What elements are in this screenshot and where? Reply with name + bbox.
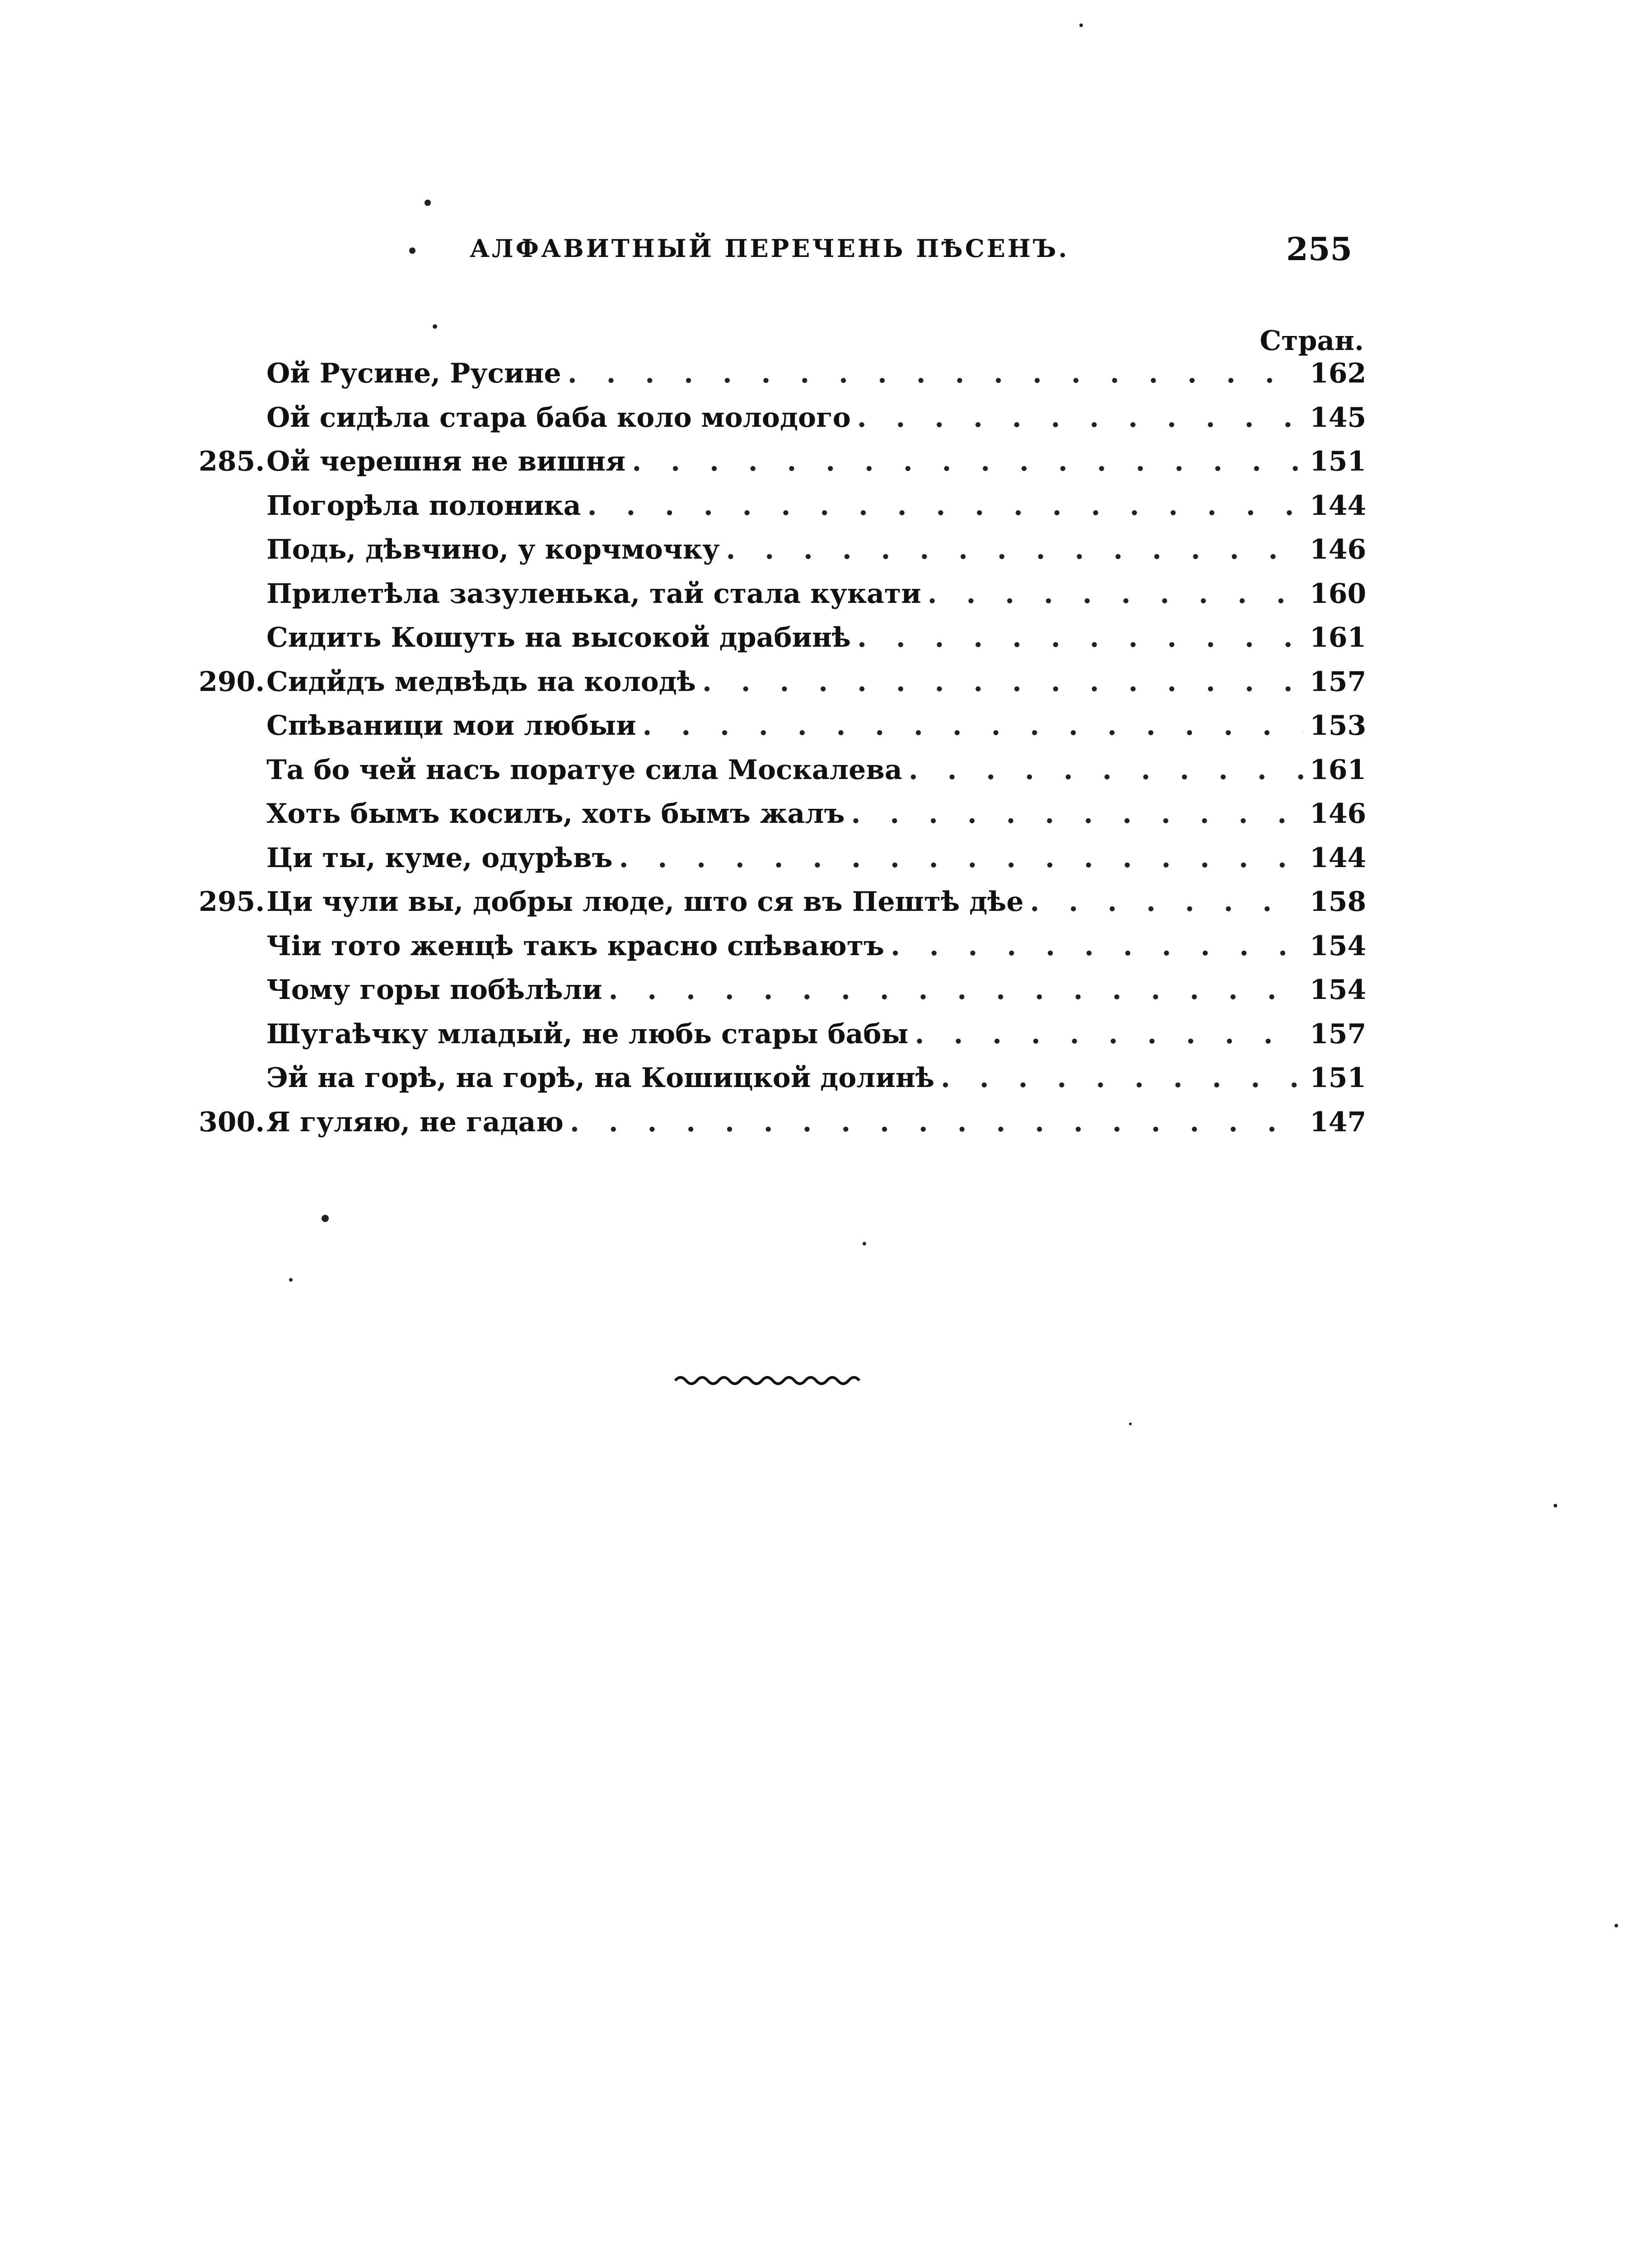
entry-number: 300. [199, 1106, 265, 1138]
dot-leader [619, 842, 1303, 874]
entry-title: Ой Русине, Русине [266, 358, 561, 389]
entry-page: 151 [1310, 446, 1367, 477]
entry-title: Прилетѣла зазуленька, тай стала кукати [266, 578, 921, 610]
entry-page: 153 [1310, 710, 1367, 742]
entry-title: Эй на горѣ, на горѣ, на Кошицкой долинѣ [266, 1062, 935, 1094]
entry-page: 151 [1310, 1062, 1367, 1094]
entry-title: Ой сидѣла стара баба коло молодого [266, 401, 851, 434]
entry-page: 160 [1310, 578, 1367, 610]
entry-page: 144 [1310, 490, 1367, 522]
index-entry [199, 490, 1367, 534]
dot-leader [1030, 886, 1303, 918]
dot-leader [928, 578, 1303, 610]
page-header [0, 230, 1652, 275]
entry-title: Чiи тото женцѣ такъ красно спѣваютъ [266, 930, 885, 962]
entry-title: Ци ты, куме, одурѣвъ [266, 842, 613, 874]
entry-page: 162 [1310, 358, 1367, 389]
index-entry [199, 358, 1367, 402]
entry-title: Сидйдъ медвѣдь на колодѣ [266, 666, 696, 698]
entry-page: 146 [1310, 798, 1367, 830]
index-entry [199, 622, 1367, 666]
print-speck [289, 1278, 293, 1282]
entry-page: 154 [1310, 930, 1367, 962]
entry-number: 290. [199, 666, 265, 698]
index-entry [199, 754, 1367, 798]
running-title: АЛФАВИТНЫЙ ПЕРЕЧЕНЬ ПѢСЕНЪ. [470, 234, 1069, 263]
page-column-heading: Стран. [1260, 325, 1364, 357]
index-entry [199, 974, 1367, 1018]
dot-leader [632, 446, 1303, 477]
print-speck [433, 324, 437, 329]
entry-title: Шугаѣчку младый, не любь стары бабы [266, 1018, 909, 1050]
entry-page: 147 [1310, 1106, 1367, 1138]
index-entry [199, 1062, 1367, 1106]
entry-title: Спѣваници мои любыи [266, 710, 636, 742]
index-entry [199, 886, 1367, 930]
index-entry [199, 710, 1367, 754]
print-speck [1554, 1504, 1557, 1507]
dot-leader [570, 1106, 1303, 1138]
entry-page: 161 [1310, 754, 1367, 786]
entry-page: 161 [1310, 622, 1367, 653]
entry-title: Сидить Кошуть на высокой драбинѣ [266, 622, 851, 653]
entry-title: Ци чули вы, добры люде, што ся въ Пештѣ дѣе [266, 886, 1024, 918]
index-entry [199, 930, 1367, 975]
dot-leader [909, 754, 1303, 786]
entry-page: 157 [1310, 666, 1367, 698]
print-speck [863, 1242, 866, 1246]
entry-title: Ой черешня не вишня [266, 446, 626, 477]
song-index [199, 324, 1367, 1150]
print-speck [1615, 1924, 1618, 1927]
dot-leader [915, 1018, 1303, 1050]
print-speck [322, 1215, 329, 1222]
dot-leader [726, 534, 1303, 565]
dot-leader [891, 930, 1303, 962]
dot-leader [941, 1062, 1303, 1094]
index-entry [199, 1018, 1367, 1063]
page-number: 255 [1286, 230, 1353, 268]
entry-page: 154 [1310, 974, 1367, 1006]
index-entry [199, 446, 1367, 490]
index-entry [199, 842, 1367, 886]
entry-number: 295. [199, 886, 265, 918]
dot-leader [588, 490, 1303, 522]
dot-leader [608, 974, 1303, 1006]
entry-title: Я гуляю, не гадаю [266, 1106, 564, 1138]
index-entry [199, 1106, 1367, 1151]
print-speck [425, 200, 431, 206]
entry-page: 158 [1310, 886, 1367, 918]
index-entry [199, 578, 1367, 622]
entry-number: 285. [199, 446, 265, 477]
print-speck [409, 247, 415, 254]
dot-leader [702, 666, 1303, 698]
entry-page: 144 [1310, 842, 1367, 874]
entry-page: 157 [1310, 1018, 1367, 1050]
dot-leader [857, 622, 1303, 653]
dot-leader [643, 710, 1303, 742]
entry-title: Та бо чей насъ поратуе сила Москалева [266, 754, 902, 786]
dot-leader [568, 358, 1303, 389]
entry-title: Хоть бымъ косилъ, хоть бымъ жалъ [266, 798, 845, 830]
entry-page: 145 [1310, 401, 1367, 434]
entry-title: Подь, дѣвчино, у корчмочку [266, 534, 720, 565]
index-entry [199, 401, 1367, 446]
dot-leader [851, 798, 1303, 830]
wavy-divider-ornament [673, 1371, 867, 1389]
index-entry [199, 798, 1367, 842]
print-speck [1129, 1423, 1132, 1425]
index-entry [199, 666, 1367, 710]
entry-title: Чому горы побѣлѣли [266, 974, 602, 1006]
index-entry [199, 534, 1367, 578]
print-speck [1079, 23, 1083, 27]
entry-title: Погорѣла полоника [266, 490, 581, 522]
dot-leader [857, 402, 1303, 434]
entry-page: 146 [1310, 534, 1367, 565]
